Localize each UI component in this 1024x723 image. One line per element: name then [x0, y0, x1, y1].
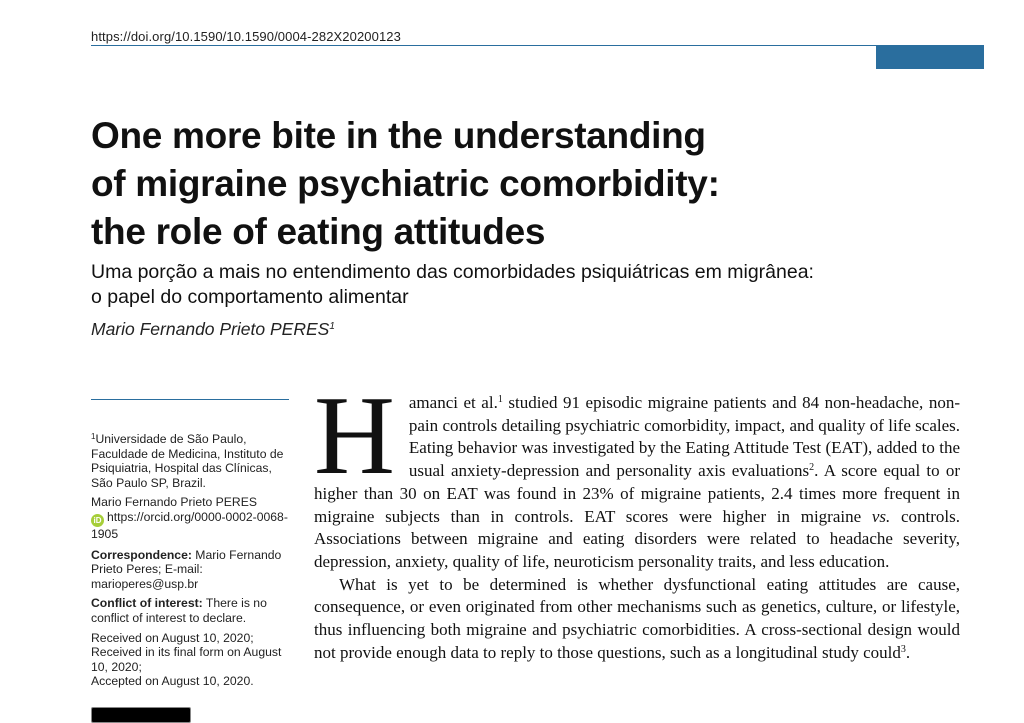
conflict-label: Conflict of interest: [91, 596, 203, 611]
affiliation-text: Universidade de São Paulo, Faculdade de Medicina, Instituto de Psiquiatria, Hospital das Clínicas, São Paulo SP, Brazil. [91, 432, 284, 490]
reference-marker[interactable]: 1 [497, 394, 503, 405]
title-line: the role of eating attitudes [91, 211, 546, 252]
drop-cap: H [314, 374, 395, 498]
orcid-icon: iD [91, 514, 104, 527]
body-text: amanci et al. [408, 393, 498, 412]
subtitle-line: o papel do comportamento alimentar [91, 286, 409, 308]
orcid-author-name: Mario Fernando Prieto PERES [91, 495, 257, 510]
received-final-date: Received in its final form on August 10, 2020; [91, 645, 282, 674]
conflict-text: There is no conflict of interest to declare. [91, 596, 267, 625]
sidebar-divider [91, 399, 289, 400]
article-body [314, 374, 961, 664]
orcid-block [91, 495, 296, 541]
sidebar-notes [91, 430, 296, 689]
header-accent-block [876, 45, 984, 69]
accepted-date: Accepted on August 10, 2020. [91, 674, 254, 689]
title-line: One more bite in the understanding [91, 115, 706, 156]
reference-marker[interactable]: 3 [900, 643, 906, 655]
article-title [91, 112, 911, 256]
header-divider [91, 45, 984, 46]
doi-link[interactable]: https://doi.org/10.1590/10.1590/0004-282X20200123 [91, 29, 401, 44]
author-affil-mark: 1 [329, 321, 335, 332]
affiliation-mark: 1 [91, 432, 96, 441]
received-date: Received on August 10, 2020; [91, 630, 254, 645]
correspondence-text: Mario Fernando Prieto Peres; E-mail: marioperes@usp.br [91, 547, 282, 591]
body-text: studied 91 episodic migraine patients and 84 non-headache, non-pain controls detailing psychiatric comorbidity, impact, and quality of life scales. Eating behavior was investigated by the Eating Attitude Test (EAT), added to the usual anxiety-depression and personality axis evaluations [408, 393, 960, 481]
orcid-link[interactable]: https://orcid.org/0000-0002-0068-1905 [91, 509, 288, 541]
body-text: What is yet to be determined is whether dysfunctional eating attitudes are cause, consequence, or even originated from other mechanisms such as genetics, culture, or lifestyle, thus influencing both migraine and psychiatric comorbidities. A cross-sectional design would not provide enough data to reply to those questions, such as a longitudinal study could [314, 574, 960, 662]
author-name: Mario Fernando Prieto PERES [91, 319, 330, 339]
author-line [91, 319, 335, 340]
conflict-of-interest [91, 596, 296, 625]
cc-by-license-icon[interactable] [91, 707, 191, 723]
body-paragraph-1 [314, 374, 961, 574]
affiliation [91, 430, 296, 490]
subtitle-line: Uma porção a mais no entendimento das comorbidades psiquiátricas em migrânea: [91, 261, 814, 283]
article-subtitle [91, 260, 971, 310]
body-text: . A score equal to or higher than 30 on EAT was found in 23% of migraine patients, 2.4 times more frequent in migraine subjects than in controls. EAT scores were higher in migraine [314, 461, 960, 526]
body-text: . [905, 642, 911, 662]
body-paragraph-2 [314, 574, 960, 665]
correspondence-label: Correspondence: [91, 547, 192, 562]
dates [91, 631, 296, 689]
title-line: of migraine psychiatric comorbidity: [91, 163, 720, 204]
reference-marker[interactable]: 2 [809, 462, 815, 474]
body-text: controls. Associations between migraine and eating disorders were related to headache severity, depression, anxiety, quality of life, neuroticism personality traits, and less education. [314, 506, 961, 571]
correspondence [91, 548, 296, 592]
body-text-italic: vs. [871, 506, 891, 526]
